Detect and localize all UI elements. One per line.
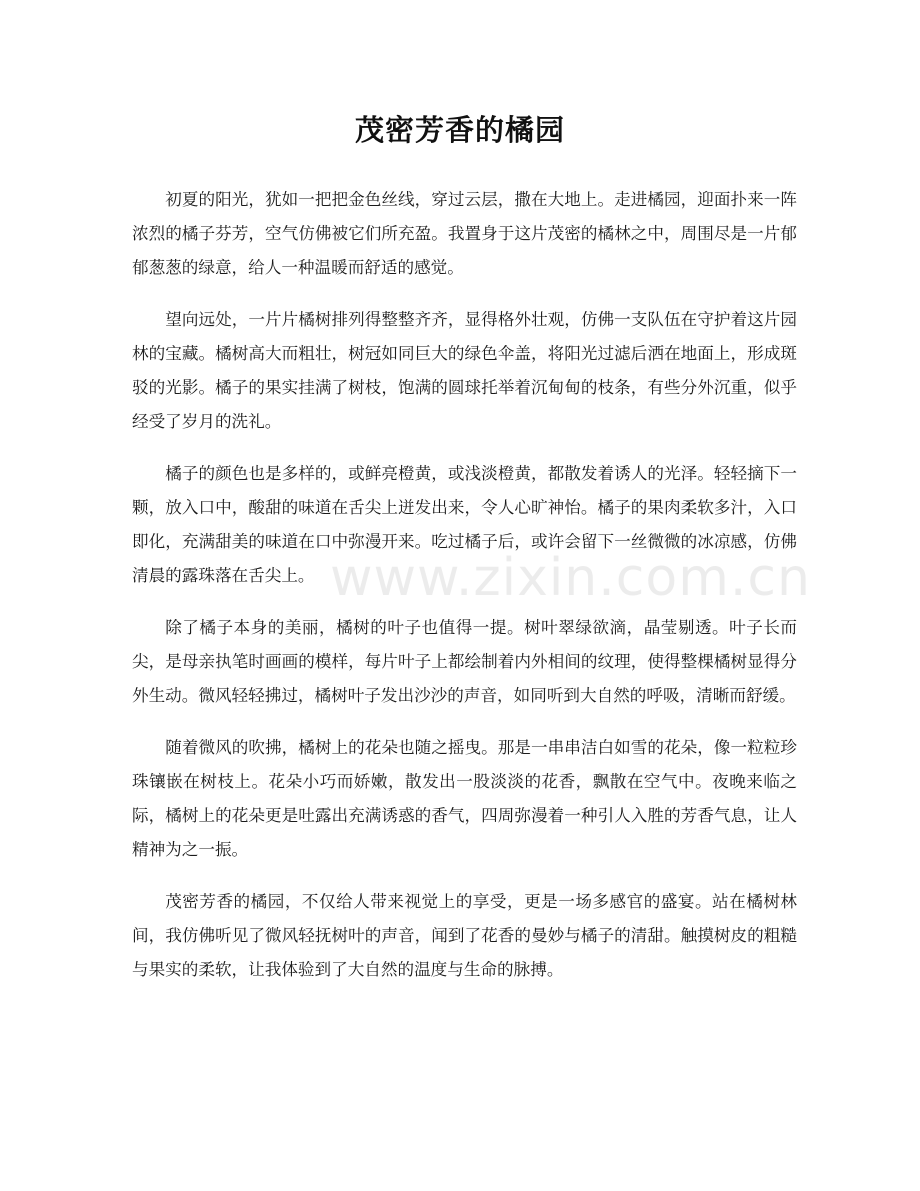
- paragraph-4: 除了橘子本身的美丽，橘树的叶子也值得一提。树叶翠绿欲滴，晶莹剔透。叶子长而尖，是母亲执笔时画画的模样，每片叶子上都绘制着内外相间的纹理，使得整棵橘树显得分外生动。微风轻轻拂过，橘树叶子发出沙沙的声音，如同听到大自然的呼吸，清晰而舒缓。: [132, 618, 797, 705]
- paragraph-5: 随着微风的吹拂，橘树上的花朵也随之摇曳。那是一串串洁白如雪的花朵，像一粒粒珍珠镶嵌在树枝上。花朵小巧而娇嫩，散发出一股淡淡的花香，飘散在空气中。夜晚来临之际，橘树上的花朵更是吐露出充满诱惑的香气，四周弥漫着一种引人入胜的芳香气息，让人精神为之一振。: [132, 738, 797, 859]
- watermark-text: www.zixin.com.cn: [330, 548, 811, 608]
- document-body: [132, 183, 797, 1005]
- paragraph-1: 初夏的阳光，犹如一把把金色丝线，穿过云层，撒在大地上。走进橘园，迎面扑来一阵浓烈的橘子芬芳，空气仿佛被它们所充盈。我置身于这片茂密的橘林之中，周围尽是一片郁郁葱葱的绿意，给人一种温暖而舒适的感觉。: [132, 190, 797, 277]
- paragraph-3: 橘子的颜色也是多样的，或鲜亮橙黄，或浅淡橙黄，都散发着诱人的光泽。轻轻摘下一颗，放入口中，酸甜的味道在舌尖上迸发出来，令人心旷神怡。橘子的果肉柔软多汁，入口即化，充满甜美的味道在口中弥漫开来。吃过橘子后，或许会留下一丝微微的冰凉感，仿佛清晨的露珠落在舌尖上。: [132, 464, 797, 585]
- paragraph-2: 望向远处，一片片橘树排列得整整齐齐，显得格外壮观，仿佛一支队伍在守护着这片园林的宝藏。橘树高大而粗壮，树冠如同巨大的绿色伞盖，将阳光过滤后洒在地面上，形成斑驳的光影。橘子的果实挂满了树枝，饱满的圆球托举着沉甸甸的枝条，有些分外沉重，似乎经受了岁月的洗礼。: [132, 310, 797, 431]
- document-title: 茂密芳香的橘园: [354, 113, 565, 147]
- paragraph-6: 茂密芳香的橘园，不仅给人带来视觉上的享受，更是一场多感官的盛宴。站在橘树林间，我仿佛听见了微风轻抚树叶的声音，闻到了花香的曼妙与橘子的清甜。触摸树皮的粗糙与果实的柔软，让我体验到了大自然的温度与生命的脉搏。: [132, 892, 797, 979]
